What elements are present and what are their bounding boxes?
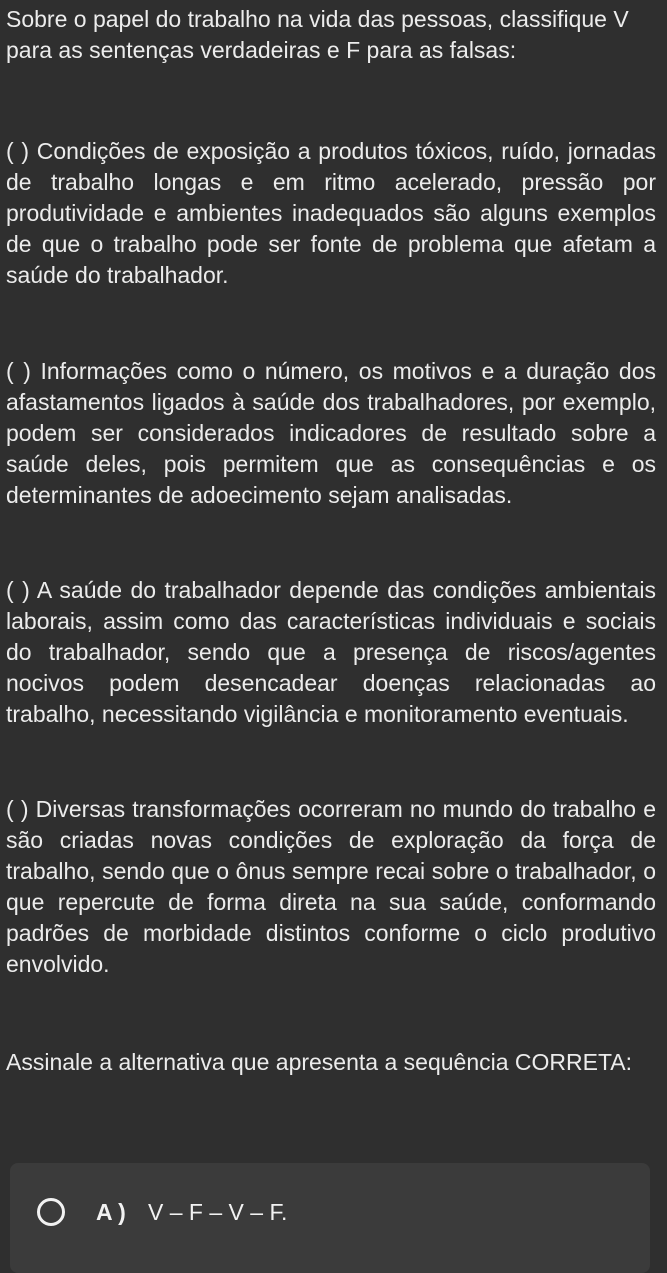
radio-button-icon[interactable]	[37, 1198, 65, 1226]
option-a-text: V – F – V – F.	[148, 1199, 288, 1225]
statement-4: ( ) Diversas transformações ocorreram no mundo do trabalho e são criadas novas condições de exploração da força de trabalho, sendo que o ônus sempre recai sobre o trabalhador, o que repercute de forma direta na sua saúde, conformando padrões de morbidade distintos conforme o ciclo produtivo envolvido.	[6, 796, 656, 977]
question-content	[6, 0, 656, 1075]
statement-3: ( ) A saúde do trabalhador depende das condições ambientais laborais, assim como das características individuais e sociais do trabalhador, sendo que a presença de riscos/agentes nocivos podem desencadear doenças relacionadas ao trabalho, necessitando vigilância e monitoramento eventuais.	[6, 577, 656, 727]
option-a-card[interactable]	[10, 1163, 650, 1273]
statement-1: ( ) Condições de exposição a produtos tóxicos, ruído, jornadas de trabalho longas e em ritmo acelerado, pressão por produtividade e ambientes inadequados são alguns exemplos de que o trabalho pode ser fonte de problema que afetam a saúde do trabalhador.	[6, 138, 656, 288]
option-a-letter: A )	[96, 1199, 126, 1225]
question-intro: Sobre o papel do trabalho na vida das pessoas, classifique V para as sentenças verdadeiras e F para as falsas:	[6, 6, 629, 63]
statement-2: ( ) Informações como o número, os motivos e a duração dos afastamentos ligados à saúde dos trabalhadores, por exemplo, podem ser considerados indicadores de resultado sobre a saúde deles, pois permitem que as consequências e os determinantes de adoecimento sejam analisadas.	[6, 358, 656, 508]
question-prompt: Assinale a alternativa que apresenta a sequência CORRETA:	[6, 1049, 633, 1075]
